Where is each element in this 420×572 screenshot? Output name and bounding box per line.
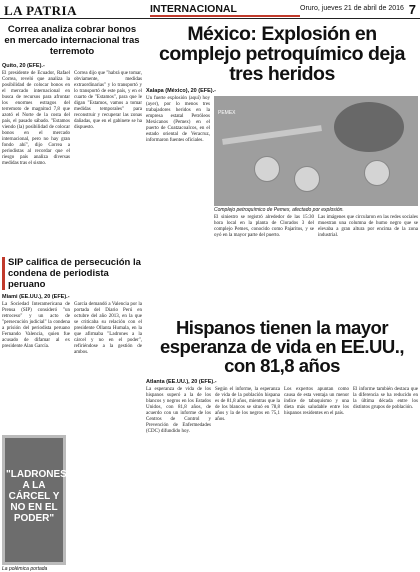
- sip-col-3: [70, 435, 142, 571]
- mexico-lower-text: [214, 215, 418, 285]
- hispanos-col-4: El informe también destaca que la diferencia se ha reducido en la última década entre los distintos grupos de población.: [353, 387, 418, 410]
- right-column: [146, 24, 418, 557]
- page-header: [0, 0, 420, 22]
- sip-body-top: [2, 302, 142, 432]
- correa-agency: Quito, 20 (EFE).-: [2, 63, 45, 69]
- mexico-photo: [214, 96, 418, 206]
- left-column: [2, 24, 142, 572]
- photo-label: PEMEX: [218, 110, 236, 116]
- mexico-body: [146, 96, 418, 286]
- page-number: 7: [408, 2, 416, 17]
- mexico-agency: Xalapa (México), 20 (EFE).-: [146, 88, 216, 94]
- mexico-photo-area: [214, 96, 418, 286]
- sip-agency: Miami (EE.UU.), 20 (EFE).-: [2, 294, 70, 300]
- photo-road: [222, 125, 322, 145]
- sip-photo-caption: La polémica portada: [2, 566, 48, 572]
- mexico-col-3: Las imágenes que circularon en las redes sociales muestran una columna de humo negro que se elevaba a gran altura por encima de la zona industrial.: [318, 215, 418, 238]
- mexico-photo-caption: Complejo petroquímico de Pemex, afectado por explosión.: [214, 207, 344, 213]
- correa-headline: Correa analiza cobrar bonos en mercado internacional tras terremoto: [4, 24, 140, 57]
- storage-tank: [294, 166, 320, 192]
- hispanos-headline: Hispanos tienen la mayor esperanza de vida en EE.UU., con 81,8 años: [159, 317, 405, 376]
- correa-body: [2, 71, 142, 249]
- dateline: Oruro, jueves 21 de abril de 2016: [300, 5, 404, 12]
- hispanos-agency: Atlanta (EE.UU.), 20 (EFE).-: [146, 379, 217, 385]
- hispanos-col-1: La esperanza de vida de los hispanos superó a la de los blancos y negros en los Estados Unidos, con 81,8 años, de acuerdo con un informe de los Centros de Control y Prevención de Enfermedades (CDC) difundido hoy.: [146, 387, 211, 434]
- hispanos-col-2: Según el informe, la esperanza de vida de la población hispana es de 81,8 años, mientras que la de los blancos se situó en 78,8 años y la de los negros en 75,1 años.: [215, 387, 280, 422]
- sip-photo: [2, 435, 66, 565]
- storage-tank: [254, 156, 280, 182]
- correa-col-2: Correa dijo que "habrá que tomar, obviamente, medidas extraordinarias" y lo transportó y lo transportó de este país, y en el cuarto de "Estamos", para que le digan "Estamos, vamos a tomar medidas temporales" para reconstruir y recuperar las zonas dañadas, que en el gabinete se ha dispuesto.: [74, 71, 142, 130]
- correa-col-1: El presidente de Ecuador, Rafael Correa, reveló que analiza la posibilidad de colocar bonos en el mercado internacional en busca de recursos para afrontar los enormes estragos del terremoto de magnitud 7,8 que azotó el Norte de la costa del país, el pasado sábado. "Estamos viendo (la) posibilidad de colocar bonos en el mercado internacional, pero no hay gran fondo ahí", dijo Correa a periodistas al recordar que el riesgo país analiza diversas medidas tras el sismo.: [2, 71, 70, 166]
- sip-headline: SIP califica de persecución la condena de periodista peruano: [2, 257, 142, 290]
- smoke-cloud: [334, 102, 404, 152]
- newspaper-logo: LA PATRIA: [4, 3, 77, 18]
- storage-tank: [364, 160, 390, 186]
- sip-bottom: [2, 435, 142, 572]
- sip-col-1: La Sociedad Interamericana de Prensa (SIP) consideró "un retroceso" y un acto de "persecución judicial" la condena a prisión del periodista peruano Fernando Valencia, quien fue acusado de difamar al ex presidente Alan García.: [2, 302, 70, 349]
- sip-photo-text: "LADRONES A LA CÁRCEL Y NO EN EL PODER": [6, 469, 67, 524]
- hispanos-body: [146, 387, 418, 557]
- mexico-headline: México: Explosión en complejo petroquímico deja tres heridos: [159, 23, 405, 85]
- sip-photo-wrap: [2, 435, 66, 572]
- section-label: INTERNACIONAL: [150, 3, 300, 17]
- mexico-col-2: El siniestro se registró alrededor de las 15:30 hora local en la planta de Clorados 3 del complejo Pemex, conocido como Pajaritos, y se oyó en la mayor parte del puerto.: [214, 215, 314, 238]
- sip-col-2: García demandó a Valencia por la portada del Diario Perú en octubre del año 2013, en la que se criticaba su relación con el presidente Ollanta Humala, en la que afirmaba "Ladrones a la cárcel y no en el poder", refiriéndose a la gestión de ambos.: [74, 302, 142, 355]
- mexico-col-1: Un fuerte explosión (aquí) hoy (ayer), por lo menos tres trabajadores heridos en la empresa estatal Petróleos Mexicanos (Pemex) en el puerto de Coatzacoalcos, en el estado oriental de Veracruz, informaron fuentes oficiales.: [146, 96, 210, 143]
- hispanos-col-3: Los expertos apuntan como causa de esta ventaja un menor índice de tabaquismo y una dieta más saludable entre los hispanos residentes en el país.: [284, 387, 349, 416]
- header-rule: [0, 18, 420, 19]
